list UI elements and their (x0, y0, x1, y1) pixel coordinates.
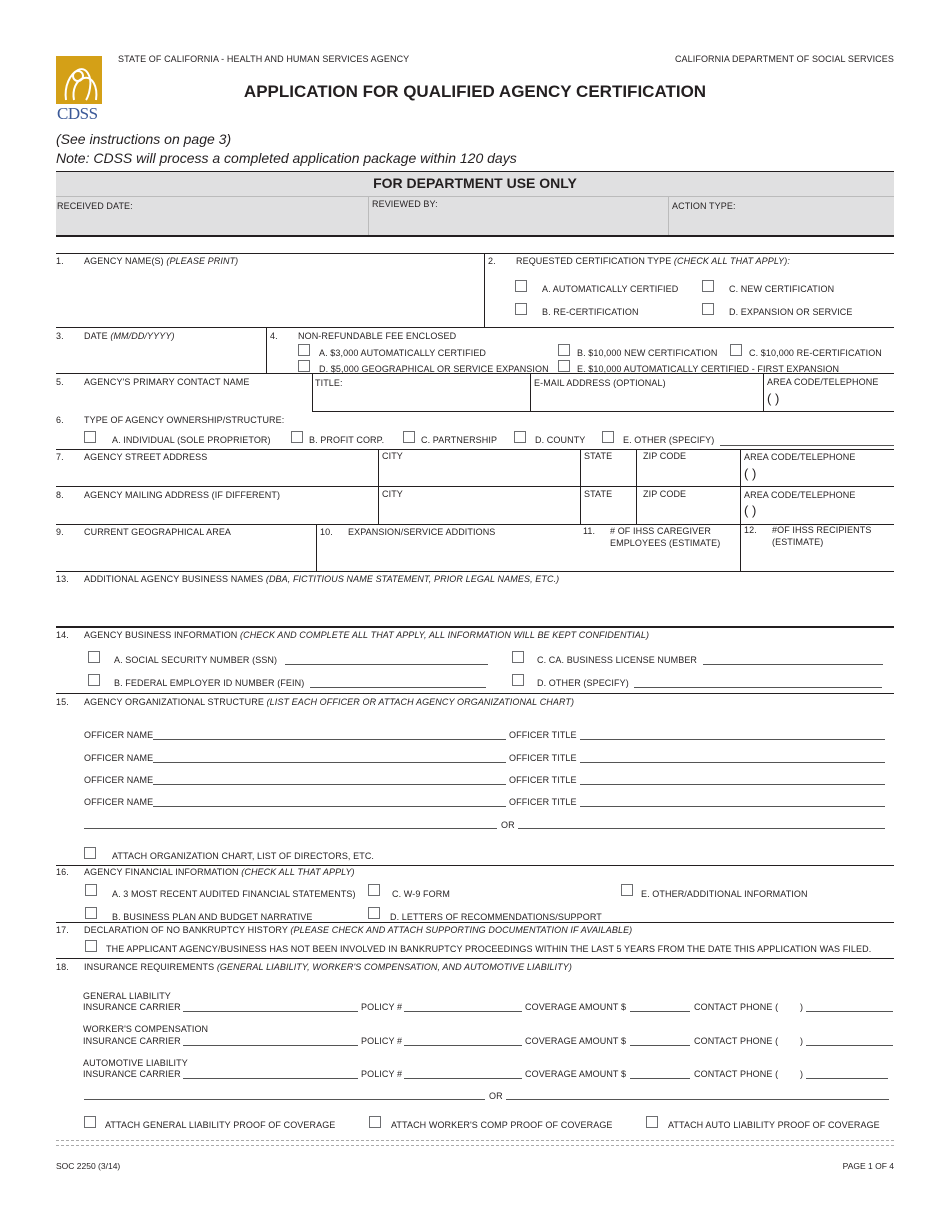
auto-policy-field[interactable] (404, 1078, 522, 1079)
officer-name-field[interactable] (153, 739, 506, 740)
general-phone-field[interactable] (806, 1011, 893, 1012)
page-title: APPLICATION FOR QUALIFIED AGENCY CERTIFICATION (243, 82, 707, 101)
agency-name-label: AGENCY NAME(S) (PLEASE PRINT) (84, 256, 239, 266)
bottom-divider (56, 1140, 894, 1141)
checkbox-other-financial[interactable] (621, 884, 633, 896)
org-other-field-2[interactable] (518, 828, 885, 829)
workers-phone-field[interactable] (806, 1045, 893, 1046)
reviewed-by-label: REVIEWED BY: (372, 199, 438, 209)
checkbox-profit-corp[interactable] (291, 431, 303, 443)
workers-coverage-field[interactable] (630, 1045, 690, 1046)
auto-carrier-field[interactable] (183, 1078, 358, 1079)
checkbox-business-license[interactable] (512, 651, 524, 663)
agency-left: STATE OF CALIFORNIA - HEALTH AND HUMAN SERVICES AGENCY (118, 54, 410, 64)
ssn-field[interactable] (285, 664, 488, 665)
expansion-label: EXPANSION/SERVICE ADDITIONS (348, 527, 496, 537)
business-info-label: AGENCY BUSINESS INFORMATION (CHECK AND COMPLETE ALL THAT APPLY, ALL INFORMATION WILL BE KEPT CONFIDENTIAL) (84, 630, 650, 640)
checkbox-partnership[interactable] (403, 431, 415, 443)
general-carrier-field[interactable] (183, 1011, 358, 1012)
checkbox-financial-statements[interactable] (85, 884, 97, 896)
instructions-note: (See instructions on page 3) (56, 131, 232, 147)
officer-name-field[interactable] (153, 762, 506, 763)
checkbox-other-id[interactable] (512, 674, 524, 686)
checkbox-fee-d[interactable] (298, 360, 310, 372)
page-number: PAGE 1 OF 4 (842, 1161, 894, 1171)
checkbox-new-certification[interactable] (702, 280, 714, 292)
processing-note: Note: CDSS will process a completed application package within 120 days (56, 150, 517, 166)
checkbox-business-plan[interactable] (85, 907, 97, 919)
form-id: SOC 2250 (3/14) (56, 1161, 121, 1171)
checkbox-fee-a[interactable] (298, 344, 310, 356)
financial-info-label: AGENCY FINANCIAL INFORMATION (CHECK ALL THAT APPLY) (84, 867, 355, 877)
checkbox-attach-general[interactable] (84, 1116, 96, 1128)
received-date-label: RECEIVED DATE: (57, 201, 133, 211)
action-type-label: ACTION TYPE: (672, 201, 736, 211)
workers-policy-field[interactable] (404, 1045, 522, 1046)
agency-right: CALIFORNIA DEPARTMENT OF SOCIAL SERVICES (674, 54, 894, 64)
insurance-other-field-2[interactable] (506, 1099, 889, 1100)
checkbox-attach-workers[interactable] (369, 1116, 381, 1128)
checkbox-w9[interactable] (368, 884, 380, 896)
phone-label: AREA CODE/TELEPHONE (767, 377, 879, 387)
checkbox-fein[interactable] (88, 674, 100, 686)
other-id-field[interactable] (634, 687, 882, 688)
cert-type-label: REQUESTED CERTIFICATION TYPE (CHECK ALL THAT APPLY): (516, 256, 790, 266)
bottom-divider-2 (56, 1145, 894, 1146)
fee-label: NON-REFUNDABLE FEE ENCLOSED (298, 331, 457, 341)
contact-name-label: AGENCY'S PRIMARY CONTACT NAME (84, 377, 250, 387)
officer-name-field[interactable] (153, 806, 506, 807)
fein-field[interactable] (310, 687, 486, 688)
dept-use-title: FOR DEPARTMENT USE ONLY (373, 175, 577, 191)
email-label: E-MAIL ADDRESS (OPTIONAL) (534, 378, 666, 388)
auto-phone-field[interactable] (806, 1078, 888, 1079)
officer-title-field[interactable] (580, 739, 885, 740)
auto-coverage-field[interactable] (630, 1078, 690, 1079)
checkbox-fee-e[interactable] (558, 360, 570, 372)
business-names-label: ADDITIONAL AGENCY BUSINESS NAMES (DBA, FICTITIOUS NAME STATEMENT, PRIOR LEGAL NAMES, ETC.) (84, 574, 560, 584)
checkbox-attach-auto[interactable] (646, 1116, 658, 1128)
checkbox-individual[interactable] (84, 431, 96, 443)
caregiver-count-label: # OF IHSS CAREGIVER (610, 526, 711, 536)
org-other-field[interactable] (84, 828, 497, 829)
insurance-label: INSURANCE REQUIREMENTS (GENERAL LIABILITY, WORKER'S COMPENSATION, AND AUTOMOTIVE LIABILITY) (84, 962, 572, 972)
recipient-count-label: #OF IHSS RECIPIENTS (772, 525, 872, 535)
checkbox-other-ownership[interactable] (602, 431, 614, 443)
general-coverage-field[interactable] (630, 1011, 690, 1012)
business-license-field[interactable] (703, 664, 883, 665)
ownership-label: TYPE OF AGENCY OWNERSHIP/STRUCTURE: (84, 415, 285, 425)
checkbox-ssn[interactable] (88, 651, 100, 663)
checkbox-attach-org-chart[interactable] (84, 847, 96, 859)
checkbox-auto-certified[interactable] (515, 280, 527, 292)
checkbox-no-bankruptcy[interactable] (85, 940, 97, 952)
general-policy-field[interactable] (404, 1011, 522, 1012)
checkbox-fee-c[interactable] (730, 344, 742, 356)
contact-title-label: TITLE: (315, 378, 343, 388)
geo-area-label: CURRENT GEOGRAPHICAL AREA (84, 527, 232, 537)
checkbox-county[interactable] (514, 431, 526, 443)
mailing-address-label: AGENCY MAILING ADDRESS (IF DIFFERENT) (84, 490, 281, 500)
date-label: DATE (MM/DD/YYYY) (84, 331, 175, 341)
officer-title-field[interactable] (580, 762, 885, 763)
officer-title-field[interactable] (580, 784, 885, 785)
checkbox-recommendations[interactable] (368, 907, 380, 919)
officer-name-field[interactable] (153, 784, 506, 785)
street-address-label: AGENCY STREET ADDRESS (84, 452, 208, 462)
logo-text: CDSS (57, 104, 98, 123)
org-structure-label: AGENCY ORGANIZATIONAL STRUCTURE (LIST EACH OFFICER OR ATTACH AGENCY ORGANIZATIONAL CHART) (84, 697, 575, 707)
officer-title-field[interactable] (580, 806, 885, 807)
workers-carrier-field[interactable] (183, 1045, 358, 1046)
checkbox-re-certification[interactable] (515, 303, 527, 315)
checkbox-expansion[interactable] (702, 303, 714, 315)
bankruptcy-label: DECLARATION OF NO BANKRUPTCY HISTORY (PLEASE CHECK AND ATTACH SUPPORTING DOCUMENTATION IF AVAILABLE) (84, 925, 633, 935)
insurance-other-field[interactable] (84, 1099, 485, 1100)
checkbox-fee-b[interactable] (558, 344, 570, 356)
other-ownership-field[interactable] (720, 445, 894, 446)
